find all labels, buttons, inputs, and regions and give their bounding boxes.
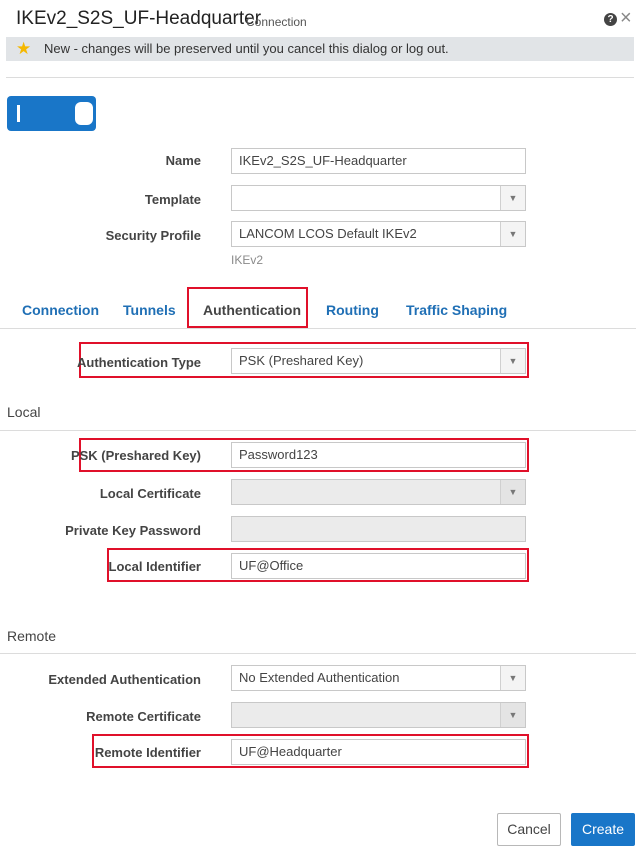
- psk-label: PSK (Preshared Key): [70, 448, 201, 463]
- create-button[interactable]: Create: [571, 813, 635, 846]
- toggle-knob[interactable]: [75, 102, 93, 125]
- notice-text: New - changes will be preserved until you cancel this dialog or log out.: [44, 41, 449, 56]
- security-profile-select[interactable]: [231, 221, 526, 247]
- tabs-divider: [0, 328, 636, 329]
- chevron-down-icon: ▼: [500, 186, 525, 210]
- star-icon: ★: [16, 39, 32, 58]
- local-certificate-select[interactable]: [231, 479, 526, 505]
- local-identifier-label: Local Identifier: [108, 559, 201, 574]
- chevron-down-icon: ▼: [500, 666, 525, 690]
- dialog-title: IKEv2_S2S_UF-Headquarter: [16, 8, 262, 29]
- remote-section-title: Remote: [7, 628, 57, 644]
- local-section-title: Local: [7, 404, 41, 420]
- enabled-toggle[interactable]: [7, 96, 96, 131]
- dialog-subtitle: Connection: [246, 15, 307, 29]
- auth-type-value: PSK (Preshared Key): [239, 353, 364, 368]
- private-key-password-label: Private Key Password: [65, 523, 201, 538]
- remote-divider: [0, 653, 636, 654]
- name-input[interactable]: [231, 148, 526, 174]
- tab-authentication[interactable]: Authentication: [203, 302, 301, 318]
- tab-routing[interactable]: Routing: [326, 302, 379, 318]
- remote-certificate-label: Remote Certificate: [86, 709, 201, 724]
- security-profile-hint: IKEv2: [231, 253, 264, 267]
- auth-type-label: Authentication Type: [77, 355, 201, 370]
- psk-value: Password123: [239, 447, 318, 462]
- close-icon[interactable]: ×: [620, 7, 632, 29]
- remote-identifier-value: UF@Headquarter: [239, 744, 342, 759]
- private-key-password-input[interactable]: [231, 516, 526, 542]
- name-value: IKEv2_S2S_UF-Headquarter: [239, 153, 407, 168]
- local-divider: [0, 430, 636, 431]
- extended-authentication-label: Extended Authentication: [48, 672, 201, 687]
- chevron-down-icon: ▼: [500, 703, 525, 727]
- local-identifier-input[interactable]: [231, 553, 526, 579]
- toggle-on-indicator: [17, 105, 20, 122]
- extended-authentication-select[interactable]: [231, 665, 526, 691]
- notice-banner: [6, 37, 634, 61]
- security-profile-label: Security Profile: [105, 228, 201, 243]
- remote-certificate-select[interactable]: [231, 702, 526, 728]
- local-identifier-value: UF@Office: [239, 558, 304, 573]
- chevron-down-icon: ▼: [500, 349, 525, 373]
- remote-identifier-label: Remote Identifier: [94, 745, 201, 760]
- template-select[interactable]: [231, 185, 526, 211]
- extended-authentication-value: No Extended Authentication: [239, 670, 400, 685]
- help-icon[interactable]: ?: [604, 13, 617, 26]
- template-label: Template: [144, 192, 201, 207]
- security-profile-value: LANCOM LCOS Default IKEv2: [239, 226, 417, 241]
- tab-tunnels[interactable]: Tunnels: [123, 302, 176, 318]
- auth-type-select[interactable]: [231, 348, 526, 374]
- tab-connection[interactable]: Connection: [22, 302, 99, 318]
- name-label: Name: [165, 153, 201, 168]
- chevron-down-icon: ▼: [500, 480, 525, 504]
- cancel-button[interactable]: Cancel: [497, 813, 561, 846]
- remote-identifier-input[interactable]: [231, 739, 526, 765]
- psk-input[interactable]: [231, 442, 526, 468]
- chevron-down-icon: ▼: [500, 222, 525, 246]
- divider: [6, 77, 634, 78]
- local-certificate-label: Local Certificate: [99, 486, 201, 501]
- tab-traffic-shaping[interactable]: Traffic Shaping: [406, 302, 508, 318]
